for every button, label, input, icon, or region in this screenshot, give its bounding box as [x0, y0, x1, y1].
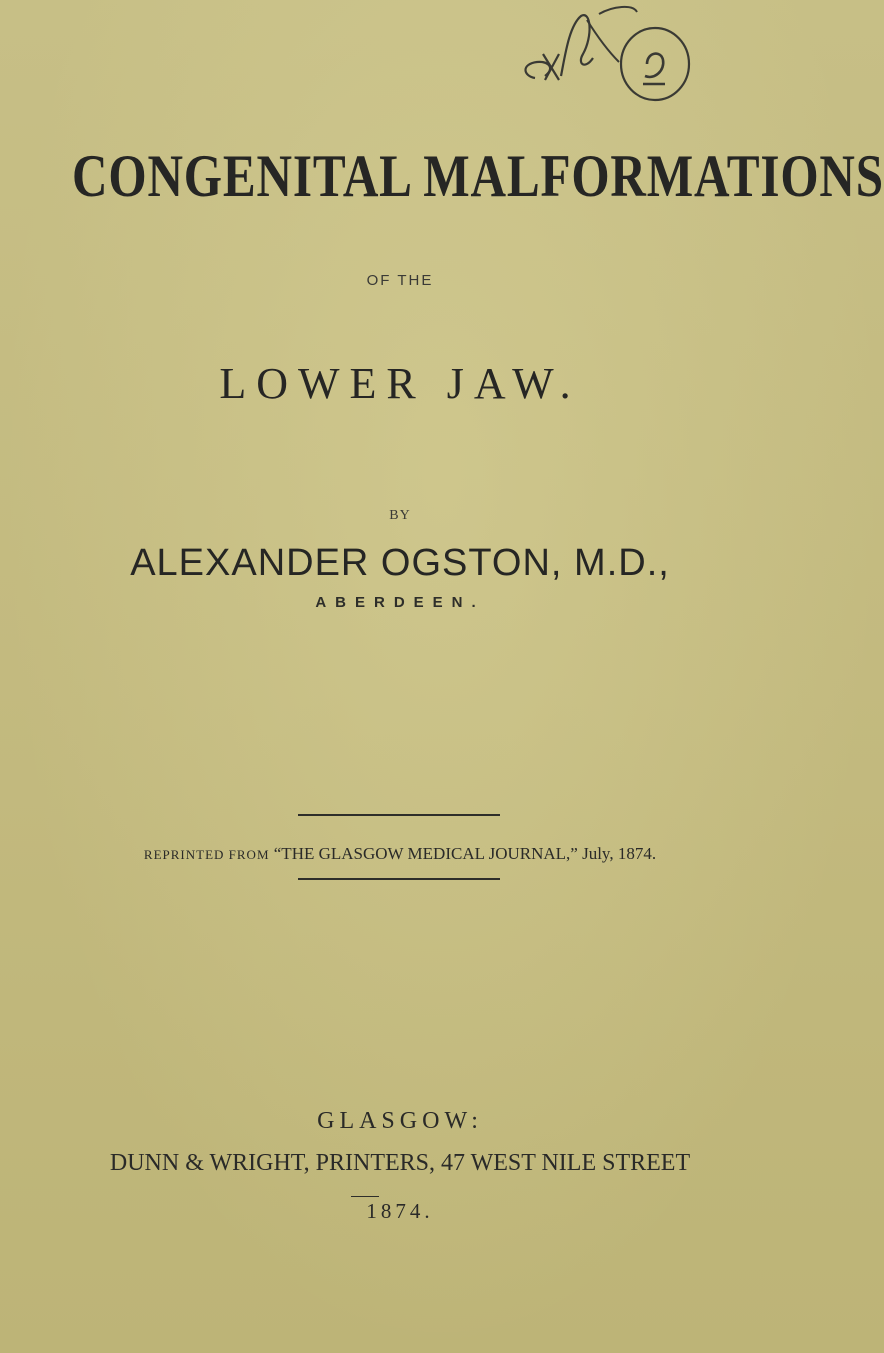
document-title: CONGENITAL MALFORMATIONS [72, 143, 884, 209]
reprint-prefix: REPRINTED FROM [143, 847, 270, 862]
imprint-printer: DUNN & WRIGHT, PRINTERS, 47 WEST NILE STREET [109, 1150, 691, 1176]
imprint-city: GLASGOW: [317, 1108, 483, 1134]
imprint-year: 1874. [366, 1199, 434, 1223]
author-name: ALEXANDER OGSTON, M.D., [130, 542, 670, 584]
document-subtitle: LOWER JAW. [219, 359, 581, 408]
handwritten-signature-mark [515, 6, 695, 116]
top-divider [298, 814, 500, 816]
reprint-date: July, 1874. [582, 844, 657, 863]
bottom-divider [298, 878, 500, 880]
year-rule [351, 1196, 379, 1197]
by-line: BY [389, 508, 411, 523]
reprint-source: “THE GLASGOW MEDICAL JOURNAL,” [273, 844, 578, 863]
author-city: ABERDEEN. [315, 594, 485, 611]
reprint-notice [0, 844, 800, 864]
title-connector: OF THE [366, 272, 434, 289]
